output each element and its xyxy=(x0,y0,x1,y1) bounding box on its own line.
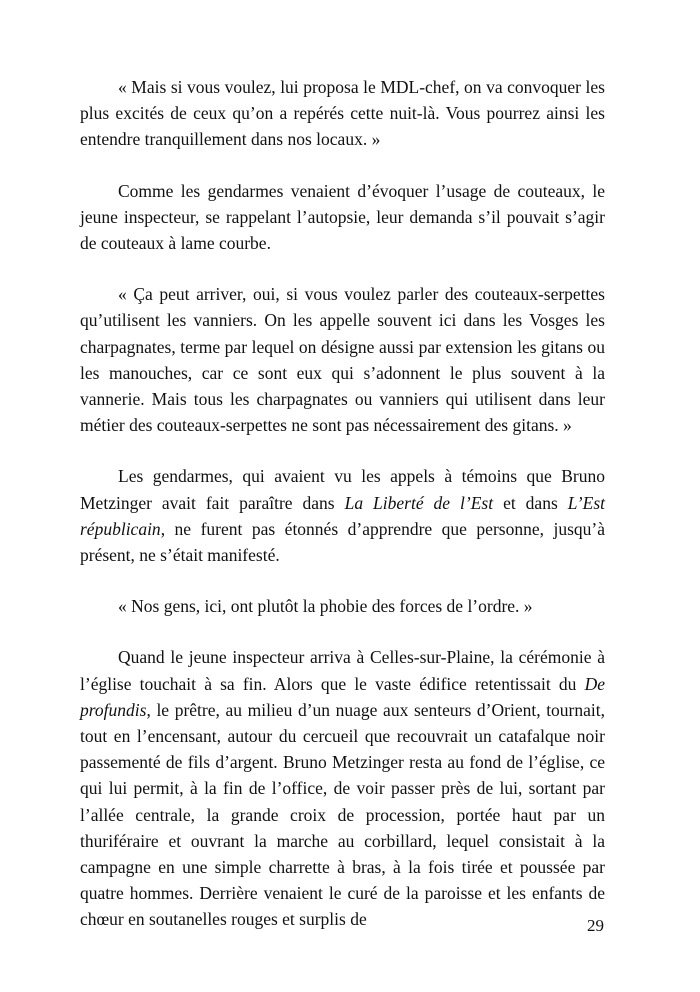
latin-phrase-de-profundis: De profundis xyxy=(80,673,605,720)
paragraph-4 xyxy=(80,463,605,568)
paragraph-1 xyxy=(80,74,605,153)
paragraph-2 xyxy=(80,178,605,257)
paragraph-6 xyxy=(80,644,605,932)
paragraph-3 xyxy=(80,281,605,438)
body-text xyxy=(80,74,605,958)
newspaper-title-liberte-de-l-est: La Liberté de l’Est xyxy=(344,492,494,513)
paragraph-6-text-b: , le prêtre, au milieu d’un nuage aux senteurs d’Orient, tournait, tout en l’encensant, autour du cercueil que recouvrait un catafalque noir passementé de fils d’argent. Bruno Metzinger resta au fond de l’église, ce qui lui permit, à la fin de l’office, de voir passer près de lui, sortant par l’allée centrale, la grande croix de procession, portée haut par un thuriféraire et ouvrant la marche au corbillard, lequel consistait à la campagne en une simple charrette à bras, à la fois tirée et poussée par quatre hommes. Derrière venaient le curé de la paroisse et les enfants de chœur en soutanelles rouges et surplis de xyxy=(80,699,605,930)
paragraph-6-text-a: Quand le jeune inspecteur arriva à Celles-sur-Plaine, la cérémonie à l’église touchait à sa fin. Alors que le vaste édifice retentissait du xyxy=(80,647,605,694)
paragraph-5-text: « Nos gens, ici, ont plutôt la phobie des forces de l’ordre. » xyxy=(118,596,533,617)
paragraph-4-text-a: Les gendarmes, qui avaient vu les appels à témoins que Bruno Metzinger avait fait paraître dans xyxy=(80,466,605,513)
newspaper-title-est-republicain: L’Est républicain xyxy=(80,492,605,539)
paragraph-4-text-b: et dans xyxy=(493,492,568,513)
paragraph-4-text-c: , ne furent pas étonnés d’apprendre que personne, jusqu’à présent, ne s’était manifesté. xyxy=(80,518,605,566)
paragraph-5 xyxy=(80,593,605,619)
paragraph-2-text: Comme les gendarmes venaient d’évoquer l’usage de couteaux, le jeune inspecteur, se rappelant l’autopsie, leur demanda s’il pouvait s’agir de couteaux à lame courbe. xyxy=(80,180,605,254)
paragraph-1-text: « Mais si vous voulez, lui proposa le MDL-chef, on va convoquer les plus excités de ceux qu’on a repérés cette nuit-là. Vous pourrez ainsi les entendre tranquillement dans nos locaux. » xyxy=(80,77,605,150)
page-number: 29 xyxy=(587,916,604,935)
paragraph-3-text: « Ça peut arriver, oui, si vous voulez parler des couteaux-serpettes qu’utilisent les vanniers. On les appelle souvent ici dans les Vosges les charpagnates, terme par lequel on désigne aussi par extension les gitans ou les manouches, car ce sont eux qui s’adonnent le plus souvent à la vannerie. Mais tous les charpagnates ou vanniers qui utilisent dans leur métier des couteaux-serpettes ne sont pas nécessairement des gitans. » xyxy=(80,284,605,436)
